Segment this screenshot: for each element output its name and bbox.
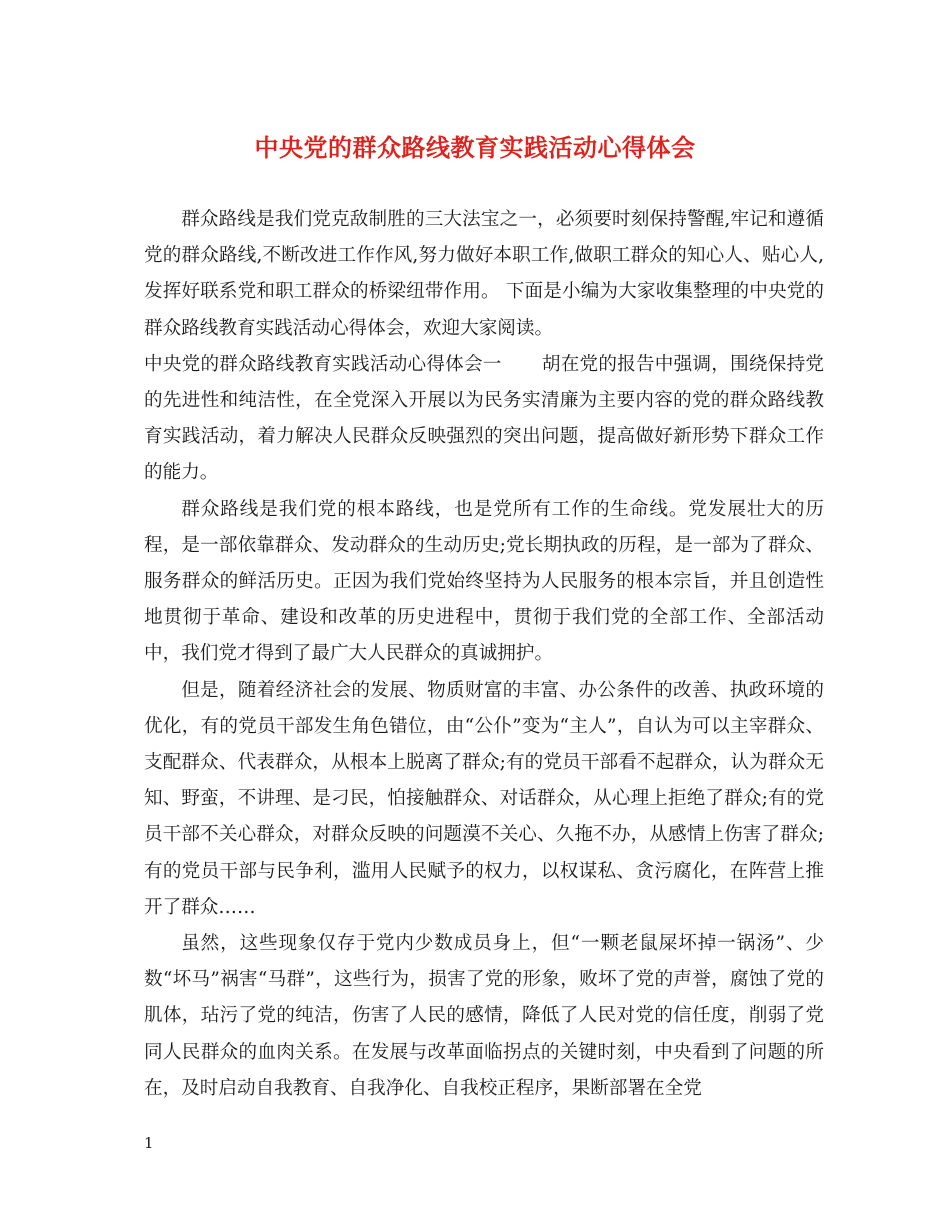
section-text: 胡在党的报告中强调，围绕保持党的先进性和纯洁性，在全党深入开展以为民务实清廉为主要内容的党的群众路线教育实践活动，着力解决人民群众反映强烈的突出问题，提高做好新形势下群众工作的能力。	[144, 353, 824, 484]
paragraph-mass-line: 群众路线是我们党的根本路线，也是党所有工作的生命线。党发展壮大的历程，是一部依靠群众、发动群众的生动历史;党长期执政的历程，是一部为了群众、服务群众的鲜活历史。正因为我们党始终坚持为人民服务的根本宗旨，并且创造性地贯彻于革命、建设和改革的历史进程中，贯彻于我们党的全部工作、全部活动中，我们党才得到了最广大人民群众的真诚拥护。	[144, 498, 824, 665]
page-number: 1	[144, 1134, 154, 1152]
document-body	[144, 202, 824, 1107]
document-title: 中央党的群众路线教育实践活动心得体会	[254, 133, 696, 162]
paragraph-consequences: 虽然，这些现象仅存于党内少数成员身上，但“一颗老鼠屎坏掉一锅汤”、少数“坏马”祸害“马群”，这些行为，损害了党的形象，败坏了党的声誉，腐蚀了党的肌体，玷污了党的纯洁，伤害了人民的感情，降低了人民对党的信任度，削弱了党同人民群众的血肉关系。在发展与改革面临拐点的关键时刻，中央看到了问题的所在，及时启动自我教育、自我净化、自我校正程序，果断部署在全党	[144, 933, 824, 1099]
section-heading: 中央党的群众路线教育实践活动心得体会一	[144, 353, 502, 375]
paragraph-intro: 群众路线是我们党克敌制胜的三大法宝之一，必须要时刻保持警醒,牢记和遵循党的群众路线,不断改进工作作风,努力做好本职工作,做职工群众的知心人、贴心人,发挥好联系党和职工群众的桥梁纽带作用。 下面是小编为大家收集整理的中央党的群众路线教育实践活动心得体会，欢迎大家阅读。	[144, 209, 824, 339]
paragraph-problems: 但是，随着经济社会的发展、物质财富的丰富、办公条件的改善、执政环境的优化，有的党员干部发生角色错位，由“公仆”变为“主人”，自认为可以主宰群众、支配群众、代表群众，从根本上脱离了群众;有的党员干部看不起群众，认为群众无知、野蛮，不讲理、是刁民，怕接触群众、对话群众，从心理上拒绝了群众;有的党员干部不关心群众，对群众反映的问题漠不关心、久拖不办，从感情上伤害了群众;有的党员干部与民争利，滥用人民赋予的权力，以权谋私、贪污腐化，在阵营上推开了群众……	[144, 679, 824, 918]
paragraph-section-one	[144, 347, 824, 492]
